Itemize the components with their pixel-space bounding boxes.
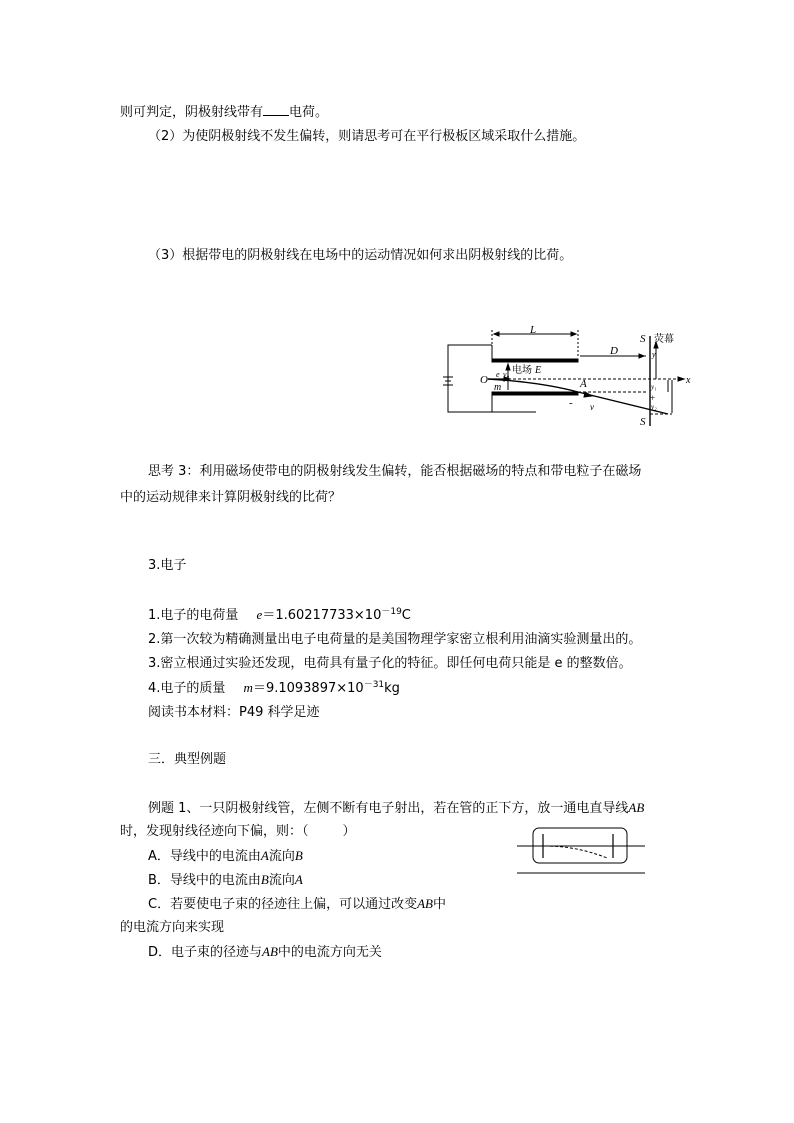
label-x: x <box>686 375 691 386</box>
think3-line1: 思考 3：利用磁场使带电的阴极射线发生偏转，能否根据磁场的特点和带电粒子在磁场 <box>148 464 642 479</box>
upper-plate <box>492 359 578 362</box>
label-screen: 荧幕 <box>654 334 674 345</box>
section-typical-examples: 三．典型例题 <box>148 752 227 767</box>
label-v: v <box>590 402 594 412</box>
example1-question: 时，发现射线径迹向下偏，则：（ <box>120 824 309 839</box>
option-A-mid: 流向 <box>268 849 295 864</box>
cathode-tube-figure <box>515 826 647 876</box>
option-C-tail: 中 <box>432 897 446 912</box>
option-B-mid: 流向 <box>268 873 295 888</box>
e-mass-exponent: －31 <box>363 680 385 690</box>
label-e: e <box>496 370 500 379</box>
e-charge-prefix: 1.电子的电荷量 <box>148 608 239 623</box>
lower-plate <box>492 392 578 395</box>
label-D: D <box>610 345 618 357</box>
option-B-text: B．导线中的电流由 <box>148 873 261 888</box>
option-D-wire: AB <box>262 944 278 959</box>
think3-line2: 中的运动规律来计算阴极射线的比荷？ <box>120 490 342 505</box>
option-D-tail: 中的电流方向无关 <box>277 945 382 960</box>
label-plus: + <box>650 393 656 403</box>
label-y1: y₁ <box>651 383 657 391</box>
label-minus: - <box>569 397 573 409</box>
option-A-from: A <box>260 848 269 863</box>
q1-tail-after: 电荷。 <box>289 105 329 120</box>
option-C[interactable] <box>148 896 446 913</box>
option-D[interactable] <box>148 944 382 961</box>
label-field: 电场 <box>512 365 532 376</box>
option-C-text: C．若要使电子束的径迹往上偏，可以通过改变 <box>148 897 418 912</box>
label-S-bottom: S <box>640 416 646 428</box>
option-C-line2: 的电流方向来实现 <box>120 920 225 935</box>
label-O: O <box>480 374 488 386</box>
option-A-text: A．导线中的电流由 <box>148 849 261 864</box>
label-S-top: S <box>640 333 646 345</box>
option-C-wire: AB <box>417 896 433 911</box>
option-A-to: B <box>294 848 303 863</box>
label-L: L <box>530 324 537 336</box>
example1-text-a: 例题 1、一只阴极射线管，左侧不断有电子射出，若在管的正下方，放一通电直导线 <box>148 801 629 816</box>
item-3: 3.密立根通过实验还发现，电荷具有量子化的特征。即任何电荷只能是 e 的整数倍。 <box>148 656 632 671</box>
option-A[interactable] <box>148 848 303 865</box>
reading-note: 阅读书本材料：P49 科学足迹 <box>148 705 320 720</box>
electron-trajectory <box>488 379 668 414</box>
answer-blank[interactable] <box>263 103 289 116</box>
e-mass-unit: kg <box>384 681 400 696</box>
section-electron-title: 3.电子 <box>148 558 187 573</box>
label-y: y <box>652 350 656 359</box>
q1-tail-line <box>120 103 328 121</box>
beam-trace <box>545 846 607 858</box>
cathode-ray-figure <box>440 322 700 432</box>
e-charge-unit: C <box>401 608 411 623</box>
example1-line1 <box>148 800 644 817</box>
label-y2: y₂ <box>651 403 657 411</box>
question-3: （3）根据带电的阴极射线在电场中的运动情况如何求出阴极射线的比荷。 <box>148 248 573 263</box>
e-charge-exponent: －19 <box>381 607 402 617</box>
option-B-to: A <box>294 872 303 887</box>
label-A: A <box>580 378 587 390</box>
example1-wire-label: AB <box>628 800 645 815</box>
label-v0: v₀ <box>503 370 510 379</box>
e-mass-symbol: m <box>243 680 253 695</box>
option-B-from: B <box>260 872 269 887</box>
e-mass-prefix: 4.电子的质量 <box>148 681 226 696</box>
option-D-text: D．电子束的径迹与 <box>148 945 263 960</box>
example1-close-paren: ） <box>342 824 356 839</box>
electron-charge-line <box>148 607 411 624</box>
example1-line2 <box>120 824 356 840</box>
option-B[interactable] <box>148 872 303 889</box>
e-charge-symbol: e <box>256 607 263 622</box>
label-E: E <box>535 365 542 376</box>
electron-mass-line <box>148 680 400 697</box>
e-mass-value: ＝9.1093897×10 <box>252 681 364 696</box>
q1-tail-text: 则可判定，阴极射线带有 <box>120 105 264 120</box>
question-2: （2）为使阴极射线不发生偏转，则请思考可在平行极板区域采取什么措施。 <box>148 129 586 144</box>
label-m: m <box>494 382 502 393</box>
e-charge-value: ＝1.60217733×10 <box>262 608 382 623</box>
item-2: 2.第一次较为精确测量出电子电荷量的是美国物理学家密立根利用油滴实验测量出的。 <box>148 632 642 647</box>
